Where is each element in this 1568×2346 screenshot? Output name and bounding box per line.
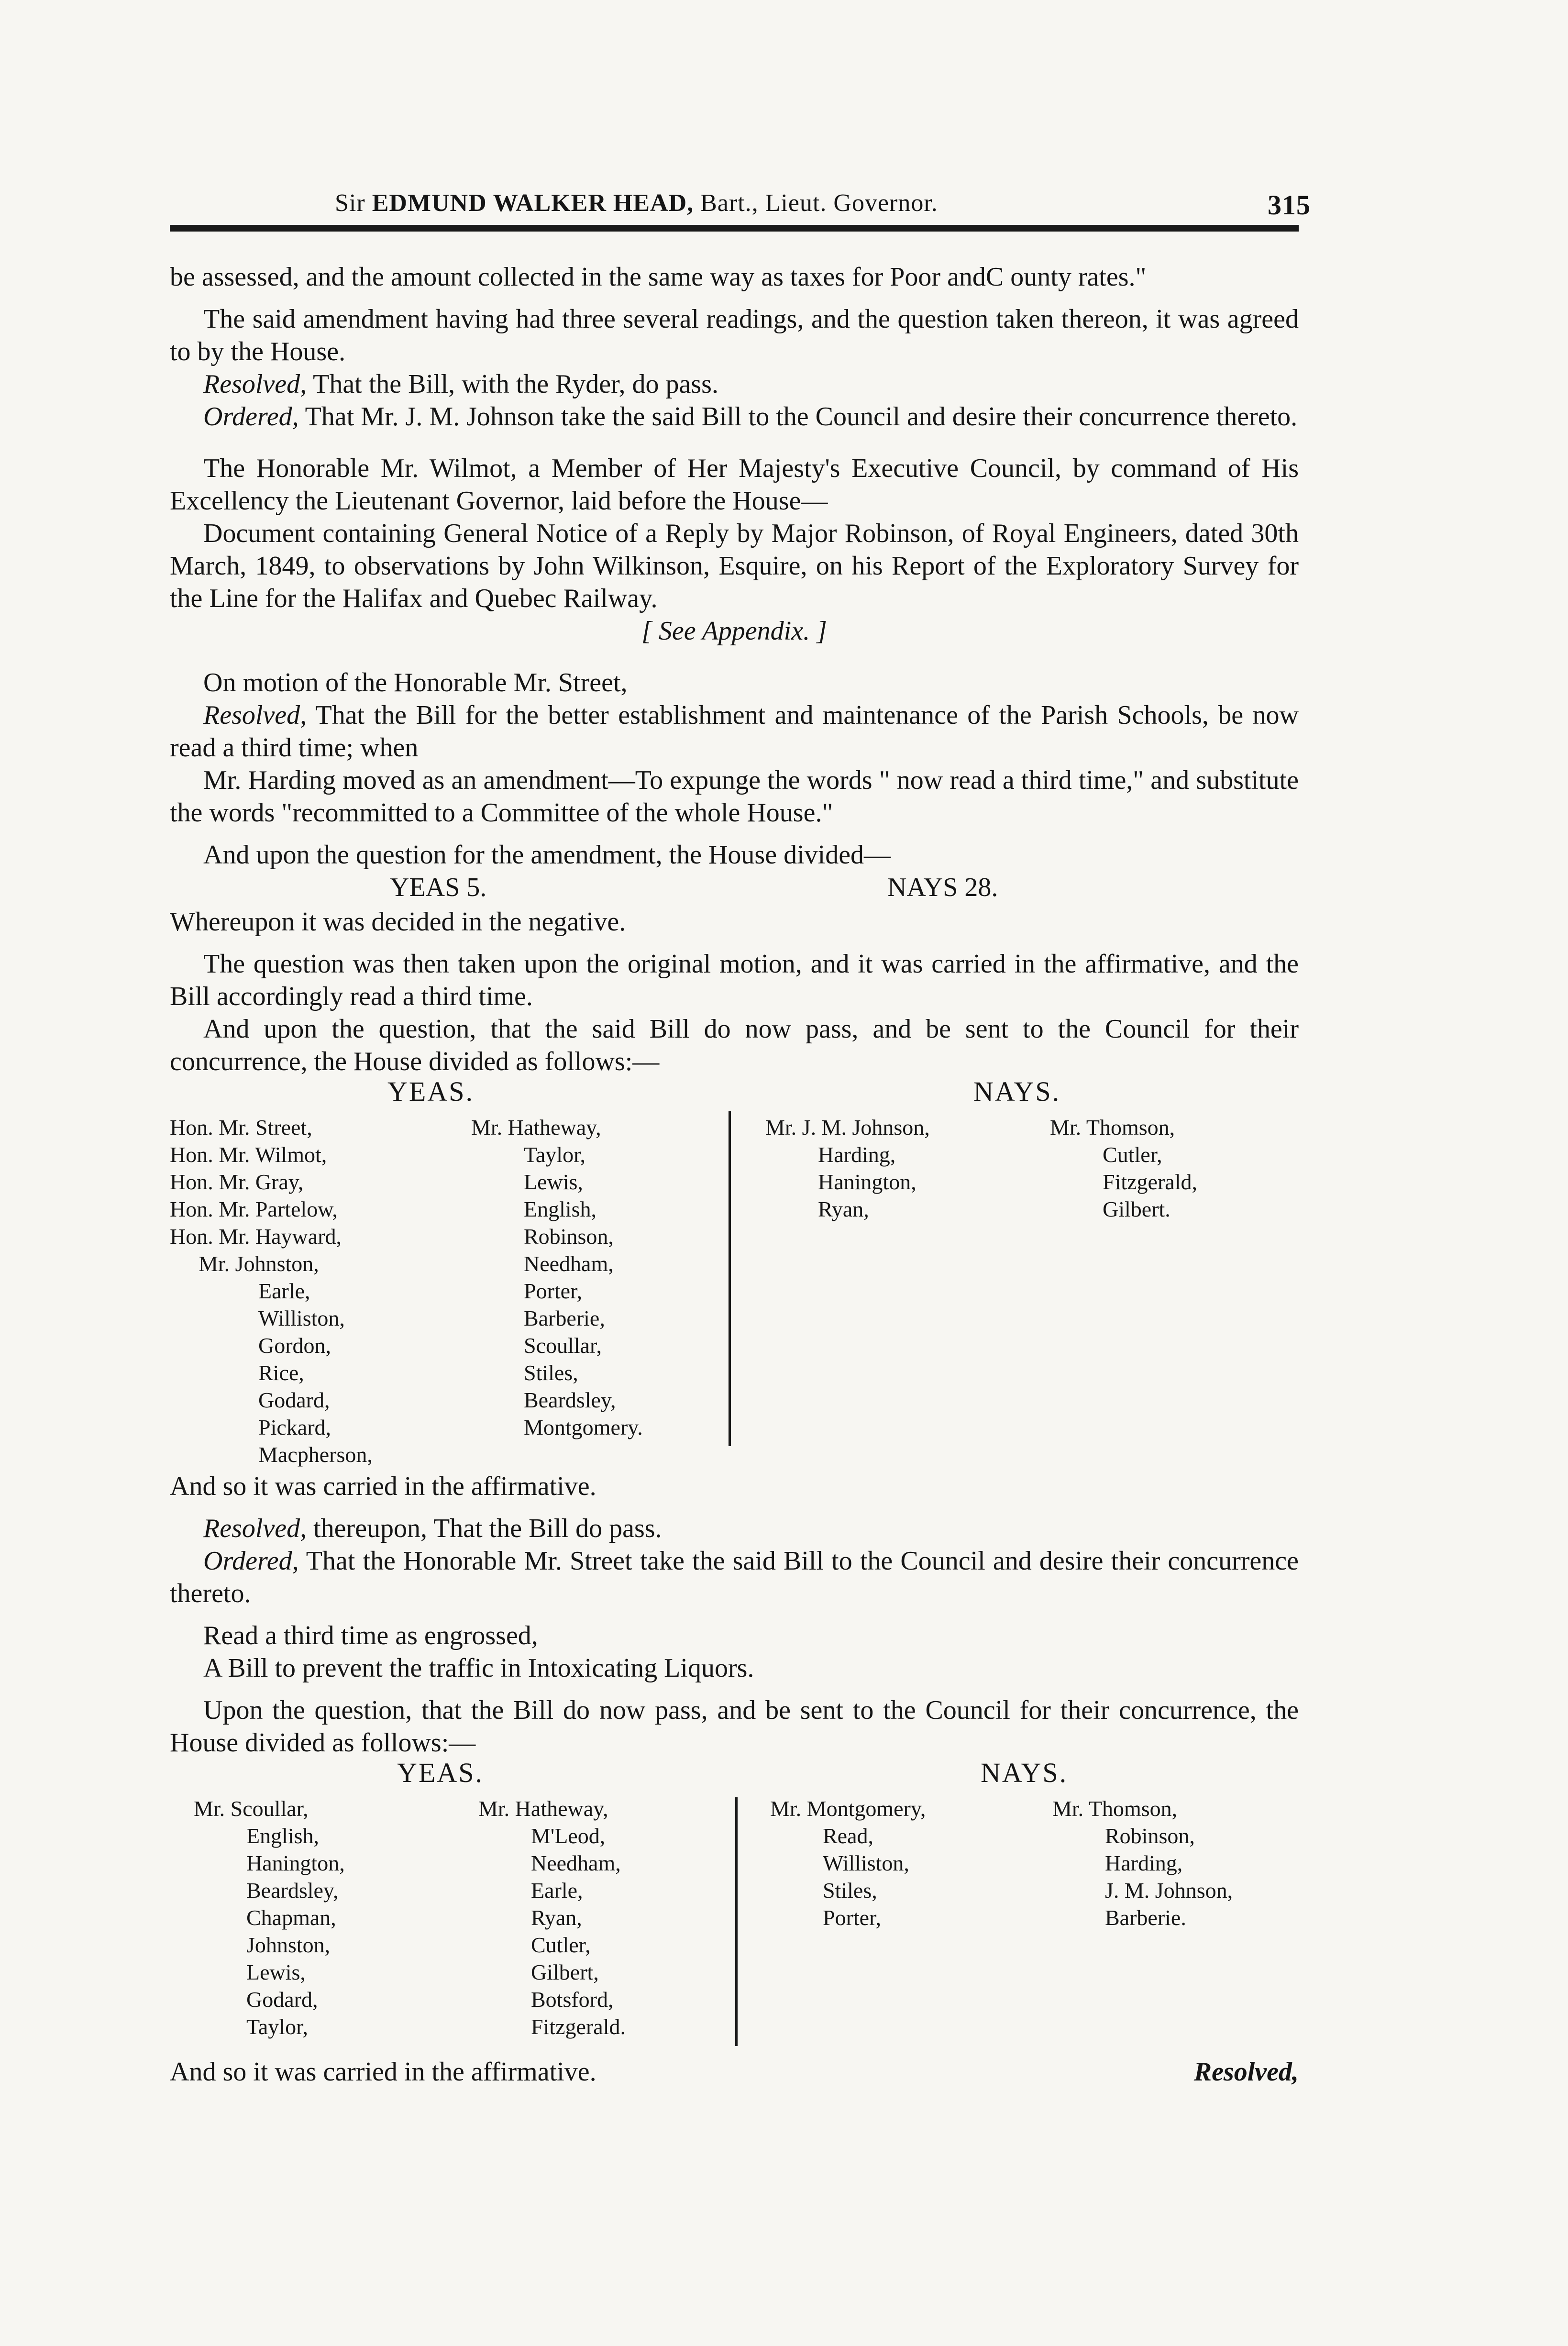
member-name: Pickard, [258, 1415, 331, 1439]
member-name: Needham, [531, 1851, 621, 1875]
yeas-heading: YEAS. [397, 1757, 484, 1788]
paragraph: A Bill to prevent the traffic in Intoxicating Liquors. [203, 1653, 754, 1683]
member-name: Chapman, [246, 1905, 336, 1930]
member-name: Montgomery. [524, 1415, 643, 1439]
vote-tally [170, 871, 1299, 906]
label: Resolved, [203, 369, 307, 399]
member-name: Stiles, [823, 1878, 877, 1903]
appendix-text: [ See Appendix. ] [641, 616, 827, 646]
paragraph: Document containing General Notice of a Reply by Major Robinson, of Royal Engineers, dated 30th March, 1849, to observations by John Wilkinson, Esquire, on his Report of the Exploratory Survey for the Line for the Halifax and Quebec Railway. [170, 519, 1299, 613]
member-name: Hon. Mr. Wilmot, [170, 1142, 327, 1167]
yeas-column-1 [170, 1114, 373, 1468]
member-name: Mr. Thomson, [1052, 1796, 1178, 1821]
member-name: Macpherson, [258, 1442, 373, 1467]
member-name: Needham, [524, 1251, 614, 1276]
paragraph: On motion of the Honorable Mr. Street, [203, 668, 628, 697]
vote-division-1 [170, 1078, 1299, 1470]
member-name: Hon. Mr. Street, [170, 1115, 312, 1140]
member-name: Lewis, [524, 1170, 583, 1194]
member-name: Scoullar, [524, 1333, 602, 1358]
paragraph [170, 2056, 1299, 2088]
member-name: English, [246, 1824, 320, 1848]
member-name: Beardsley, [246, 1878, 339, 1903]
member-name: Gordon, [258, 1333, 331, 1358]
member-name: Ryan, [818, 1197, 869, 1221]
member-name: Earle, [258, 1279, 310, 1303]
paragraph: be assessed, and the amount collected in the same way as taxes for Poor andC ounty rates." [170, 262, 1147, 292]
member-name: Hanington, [246, 1851, 345, 1875]
text: And so it was carried in the affirmative. [170, 2057, 596, 2087]
label: Ordered, [203, 402, 299, 432]
yeas-heading: YEAS. [387, 1076, 474, 1107]
member-name: Fitzgerald, [1103, 1170, 1197, 1194]
member-name: Mr. Scoullar, [194, 1796, 309, 1821]
member-name: Johnston, [246, 1933, 331, 1957]
vote-division-2 [170, 1759, 1299, 2056]
paragraph [170, 699, 1299, 764]
member-name: Taylor, [524, 1142, 586, 1167]
running-header [335, 189, 1311, 221]
appendix-note [170, 615, 1299, 647]
paragraph [170, 1512, 1299, 1545]
member-name: Lewis, [246, 1960, 306, 1984]
member-name: Robinson, [1105, 1824, 1195, 1848]
member-name: Read, [823, 1824, 874, 1848]
column-divider [735, 1797, 738, 2046]
paragraph: Whereupon it was decided in the negative. [170, 907, 626, 937]
label: Ordered, [203, 1546, 299, 1576]
member-name: Williston, [823, 1851, 909, 1875]
text: That Mr. J. M. Johnson take the said Bill to the Council and desire their concurrence thereto. [298, 402, 1298, 432]
member-name: Harding, [1105, 1851, 1183, 1875]
text: That the Bill for the better establishment and maintenance of the Parish Schools, be now read a third time; when [170, 700, 1299, 763]
nays-column-2 [1052, 1795, 1233, 1931]
member-name: Beardsley, [524, 1388, 616, 1412]
member-name: Hanington, [818, 1170, 917, 1194]
member-name: Barberie. [1105, 1905, 1186, 1930]
member-name: Williston, [258, 1306, 345, 1330]
member-name: Stiles, [524, 1361, 578, 1385]
member-name: Mr. Thomson, [1050, 1115, 1175, 1140]
paragraph [170, 1545, 1299, 1610]
header-prefix: Sir [335, 189, 365, 217]
page-body [170, 261, 1299, 2088]
yeas-count: YEAS 5. [390, 873, 487, 902]
member-name: Rice, [258, 1361, 304, 1385]
paragraph: The question was then taken upon the original motion, and it was carried in the affirmative, and the Bill accordingly read a third time. [170, 949, 1299, 1011]
member-name: Robinson, [524, 1224, 614, 1249]
paragraph: And upon the question, that the said Bill do now pass, and be sent to the Council for their concurrence, the House divided as follows:— [170, 1014, 1299, 1076]
member-name: Porter, [524, 1279, 583, 1303]
header-suffix: Bart., Lieut. Governor. [700, 189, 938, 217]
paragraph [170, 400, 1299, 433]
paragraph: And so it was carried in the affirmative. [170, 1472, 596, 1501]
member-name: Hon. Mr. Partelow, [170, 1197, 338, 1221]
nays-column-1 [770, 1795, 926, 1931]
member-name: Mr. Hatheway, [478, 1796, 608, 1821]
paragraph: And upon the question for the amendment, the House divided— [203, 840, 891, 870]
text: That the Honorable Mr. Street take the said Bill to the Council and desire their concurrence thereto. [170, 1546, 1299, 1608]
member-name: Hon. Mr. Gray, [170, 1170, 304, 1194]
paragraph: Mr. Harding moved as an amendment—To expunge the words " now read a third time," and substitute the words "recommitted to a Committee of the whole House." [170, 765, 1299, 828]
resolved-catchword: Resolved, [1193, 2057, 1299, 2087]
member-name: Ryan, [531, 1905, 582, 1930]
member-name: Fitzgerald. [531, 2014, 626, 2039]
header-title [335, 189, 938, 217]
column-divider [729, 1111, 731, 1446]
paragraph [170, 368, 1299, 400]
nays-column-2 [1050, 1114, 1197, 1223]
member-name: Mr. Montgomery, [770, 1796, 926, 1821]
header-rule [170, 225, 1299, 232]
nays-column-1 [765, 1114, 930, 1223]
member-name: Mr. J. M. Johnson, [765, 1115, 930, 1140]
member-name: Godard, [258, 1388, 330, 1412]
member-name: Porter, [823, 1905, 882, 1930]
text: That the Bill, with the Ryder, do pass. [307, 369, 718, 399]
yeas-column-2 [478, 1795, 626, 2040]
member-name: Taylor, [246, 2014, 309, 2039]
nays-count: NAYS 28. [887, 873, 998, 902]
paragraph: Read a third time as engrossed, [203, 1621, 538, 1650]
member-name: Cutler, [531, 1933, 591, 1957]
member-name: Barberie, [524, 1306, 605, 1330]
paragraph: Upon the question, that the Bill do now pass, and be sent to the Council for their concurrence, the House divided as follows:— [170, 1695, 1299, 1758]
member-name: Gilbert, [531, 1960, 599, 1984]
nays-heading: NAYS. [981, 1757, 1068, 1788]
nays-heading: NAYS. [973, 1076, 1061, 1107]
member-name: Mr. Hatheway, [471, 1115, 601, 1140]
member-name: Mr. Johnston, [199, 1251, 319, 1276]
member-name: Godard, [246, 1987, 318, 2012]
paragraph: The Honorable Mr. Wilmot, a Member of Her Majesty's Executive Council, by command of His Excellency the Lieutenant Governor, laid before the House— [170, 454, 1299, 516]
page-number: 315 [1268, 189, 1311, 221]
label: Resolved, [203, 1514, 307, 1543]
member-name: J. M. Johnson, [1105, 1878, 1233, 1903]
member-name: English, [524, 1197, 597, 1221]
label: Resolved, [203, 700, 307, 730]
member-name: Cutler, [1103, 1142, 1162, 1167]
member-name: Botsford, [531, 1987, 614, 2012]
text: thereupon, That the Bill do pass. [307, 1514, 662, 1543]
yeas-column-2 [471, 1114, 643, 1441]
member-name: Earle, [531, 1878, 583, 1903]
member-name: Harding, [818, 1142, 896, 1167]
member-name: M'Leod, [531, 1824, 606, 1848]
yeas-column-1 [194, 1795, 345, 2040]
member-name: Hon. Mr. Hayward, [170, 1224, 342, 1249]
paragraph: The said amendment having had three several readings, and the question taken thereon, it was agreed to by the House. [170, 304, 1299, 366]
member-name: Gilbert. [1103, 1197, 1170, 1221]
header-main: EDMUND WALKER HEAD, [372, 189, 694, 217]
